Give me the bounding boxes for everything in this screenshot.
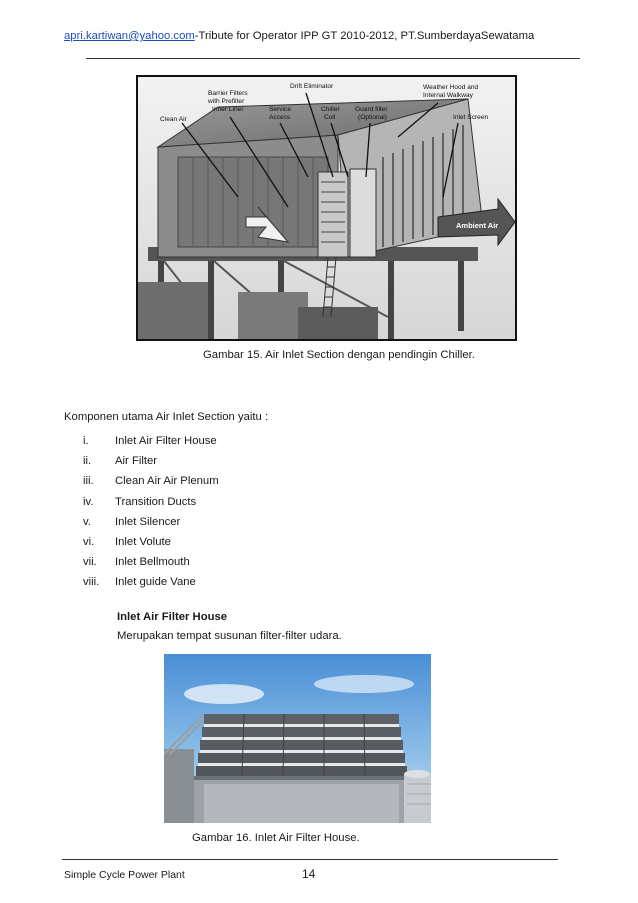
components-list (83, 431, 219, 593)
page-header (64, 30, 534, 42)
list-item (83, 471, 219, 491)
label-service-access: Access (269, 114, 291, 121)
list-item-text: Transition Ducts (115, 495, 197, 508)
figure-16-caption: Gambar 16. Inlet Air Filter House. (192, 832, 360, 844)
list-item (83, 492, 219, 512)
section-description: Merupakan tempat susunan filter-filter udara. (117, 630, 342, 642)
footer-rule (62, 859, 558, 860)
list-item-number: v. (83, 515, 91, 528)
list-item (83, 451, 219, 471)
filter-house-photo (164, 654, 431, 823)
label-service: Service (269, 106, 291, 113)
label-drift-eliminator: Drift Eliminator (290, 83, 334, 90)
list-item-text: Inlet Bellmouth (115, 556, 190, 569)
label-internal-walkway: Internal Walkway (423, 92, 473, 99)
label-barrier-liner: Inner Liner (212, 106, 244, 113)
list-item-text: Inlet guide Vane (115, 576, 196, 589)
page-number: 14 (302, 867, 316, 881)
list-item (83, 532, 219, 552)
label-chiller-coil: Coil (324, 114, 336, 121)
list-item (83, 431, 219, 451)
figure-air-inlet-section (136, 75, 517, 341)
list-item-text: Inlet Volute (115, 535, 171, 548)
list-item (83, 552, 219, 572)
figure-15-caption: Gambar 15. Air Inlet Section dengan pendingin Chiller. (203, 349, 475, 361)
list-item-text: Inlet Silencer (115, 515, 181, 528)
air-inlet-illustration (138, 77, 515, 339)
list-item-number: i. (83, 435, 89, 447)
list-item-number: viii. (83, 576, 100, 589)
figure-inlet-air-filter-house (164, 654, 431, 823)
ambient-air-label: Ambient Air (456, 221, 499, 230)
list-item-number: vii. (83, 556, 97, 569)
label-guard-optional: (Optional) (358, 114, 387, 121)
label-barrier-prefilter: with Prefilter (208, 98, 245, 105)
header-rule (86, 58, 580, 59)
list-item-number: vi. (83, 535, 95, 548)
list-item-number: iv. (83, 495, 94, 508)
label-clean-air: Clean Air (160, 116, 187, 123)
list-item-number: ii. (83, 455, 92, 468)
header-email-link[interactable]: apri.kartiwan@yahoo.com (64, 30, 195, 42)
label-guard-filter: Guard filter (355, 106, 388, 113)
label-weather-hood: Weather Hood and (423, 84, 479, 91)
list-item-text: Inlet Air Filter House (115, 435, 217, 447)
list-item (83, 512, 219, 532)
section-title: Inlet Air Filter House (117, 611, 228, 623)
list-item-number: iii. (83, 475, 94, 488)
list-item (83, 572, 219, 592)
list-item-text: Clean Air Air Plenum (115, 475, 219, 488)
list-item-text: Air Filter (115, 455, 158, 468)
label-barrier-filters: Barrier Filters (208, 90, 248, 97)
label-chiller: Chiller (321, 106, 340, 113)
footer-title: Simple Cycle Power Plant (64, 869, 185, 881)
header-text: -Tribute for Operator IPP GT 2010-2012, PT.SumberdayaSewatama (194, 30, 535, 42)
components-intro: Komponen utama Air Inlet Section yaitu : (64, 411, 269, 423)
label-inlet-screen: Inlet Screen (453, 114, 489, 121)
